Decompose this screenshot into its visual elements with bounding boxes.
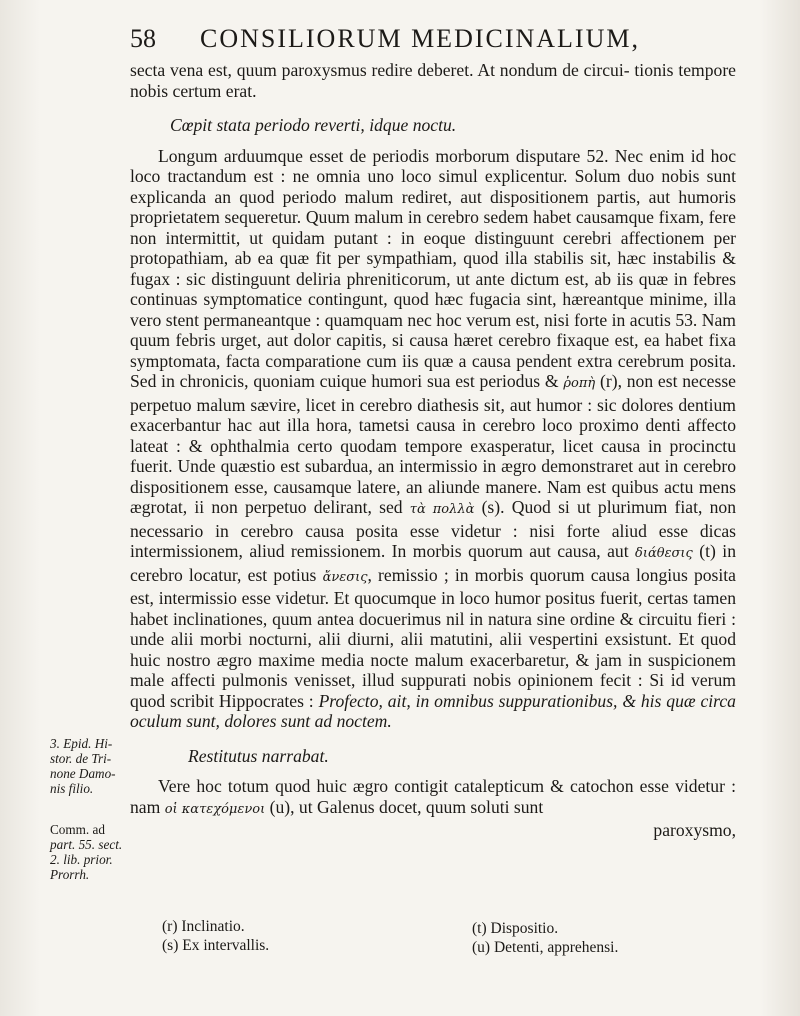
margin-note-1-line: 3. Epid. Hi-	[50, 736, 113, 751]
paragraph-1-part-d: (t) in cerebro locatur, est potius	[130, 541, 736, 585]
paragraph-2-part-a: Vere hoc totum quod huic ægro contigit catalepticum & catochon esse videtur : nam	[130, 776, 736, 817]
footnotes	[130, 918, 750, 962]
margin-note-2-line: 2. lib. prior.	[50, 852, 113, 867]
greek-term-s: τὰ πολλὰ	[409, 502, 475, 517]
margin-note-prorrhetics	[50, 822, 140, 882]
page-header	[130, 22, 750, 62]
greek-term-t: διάθεσις	[635, 546, 693, 561]
intro-line-2: tionis tempore nobis certum erat.	[130, 60, 736, 101]
footnote-s: (s) Ex intervallis.	[162, 937, 270, 954]
section-heading-1: Cœpit stata periodo reverti, idque noctu.	[170, 115, 457, 135]
margin-note-2-line: Comm. ad	[50, 822, 105, 837]
section-heading-2: Restitutus narrabat.	[188, 745, 329, 766]
footnote-r: (r) Inclinatio.	[162, 918, 245, 935]
paragraph-1-part-c: (s). Quod si ut plurimum fiat, non necessario in cerebro causa posita esse videtur : nisi forte aliud esse dicas intermissionem, aliud remissionem. In morbis quorum aut causa, aut	[130, 497, 736, 561]
paragraph-periods	[130, 146, 736, 732]
greek-term-u: οἱ κατεχόμενοι	[164, 801, 266, 817]
margin-note-1-line: none Damo-	[50, 766, 116, 781]
hippocrates-quote: Profecto, ait, in omnibus suppurationibus, & his quæ circa oculum sunt, dolores sunt ad noctem.	[130, 690, 736, 731]
intro-line-1: secta vena est, quum paroxysmus redire deberet. At nondum de circui-	[130, 60, 630, 80]
paragraph-1-part-a: Longum arduumque esset de periodis morborum disputare 52. Nec enim id hoc loco tractandum est : ne omnia uno loco simul explicentur. Solum duo nobis sunt explicanda an quod periodo malum rediret, aut dispositionem partis, aut humoris proprietatem sequeretur. Quum malum in cerebro sedem habet causamque fixam, fere non intermittit, ut quidam putant : in eoque distinguunt cerebri affectionem per protopathiam, ab ea quæ fit per sympathiam, quod illa stabilis sit, hæc instabilis & fugax : sic distinguunt deliria phreniticorum, ut ante dictum est, ab iis quæ in febres continuas symptomatice contingunt, quod hæc fugacia sint, hæreantque minime, illa vero stent permaneantque : quamquam nec hoc verum est, nisi forte in acutis 53. Nam quum febris urget, aut dolor capitis, si causa hæret cerebro fixaque est, ea habet fixa symptomata, facta comparatione cum iis quæ a causa pendent extra cerebrum posita. Sed in chronicis, quoniam cuique humori sua est periodus &	[130, 145, 736, 391]
paragraph-2-part-b: (u), ut Galenus docet, quum soluti sunt	[269, 796, 544, 817]
paragraph-1-part-b: (r), non est necesse perpetuo malum sævire, licet in cerebro diathesis sit, aut humor : sic dolores dentium exacerbantur hac aut illa hora, tametsi causa in cerebro loco proximo denti affecto lateat : & ophthalmia certo quodam tempore exasperatur, licet causa in procinctu fuerit. Unde quæstio est subardua, an intermissio in ægro demonstraret aut in cerebro dispositionem esse, causamque latere, an aliunde manere. Nam est quibus actu mens ægrotat, ii non perpetuo delirant, sed	[130, 371, 736, 517]
footnote-u: (u) Detenti, apprehensi.	[472, 939, 619, 956]
margin-note-1-line: stor. de Tri-	[50, 751, 112, 766]
margin-note-2-line: Prorrh.	[50, 867, 90, 882]
footnote-t: (t) Dispositio.	[472, 920, 559, 937]
catchword: paroxysmo,	[653, 820, 736, 840]
greek-term-r: ῥοπὴ	[563, 376, 596, 391]
margin-note-2-line: part. 55. sect.	[50, 837, 123, 852]
paragraph-catalepsy	[130, 776, 736, 841]
page-number: 58	[130, 24, 156, 53]
main-text	[130, 60, 736, 841]
margin-note-epidemics	[50, 736, 140, 796]
running-title: CONSILIORUM MEDICINALIUM,	[200, 24, 640, 53]
paragraph-1-part-e: , remissio ; in morbis quorum causa longius posita est, intermissio esse videtur. Et quocumque in loco humor positus fuerit, certas tamen habet inclinationes, quum antea docuerimus nil in natura sine ordine & circuitu fieri : unde alii morbi nocturni, alii diurni, alii matutini, alii vespertini exsistunt. Et quod huic nostro ægro maxime media nocte malum exacerbaretur, & jam in suspicionem male affecti pulmonis venisset, illud suppurati nobis opinionem fecit : Si id verum quod scribit Hippocrates :	[130, 564, 736, 711]
intro-paragraph	[130, 60, 736, 101]
margin-note-1-line: nis filio.	[50, 781, 94, 796]
greek-term-anesis: ἄνεσις	[322, 569, 368, 585]
